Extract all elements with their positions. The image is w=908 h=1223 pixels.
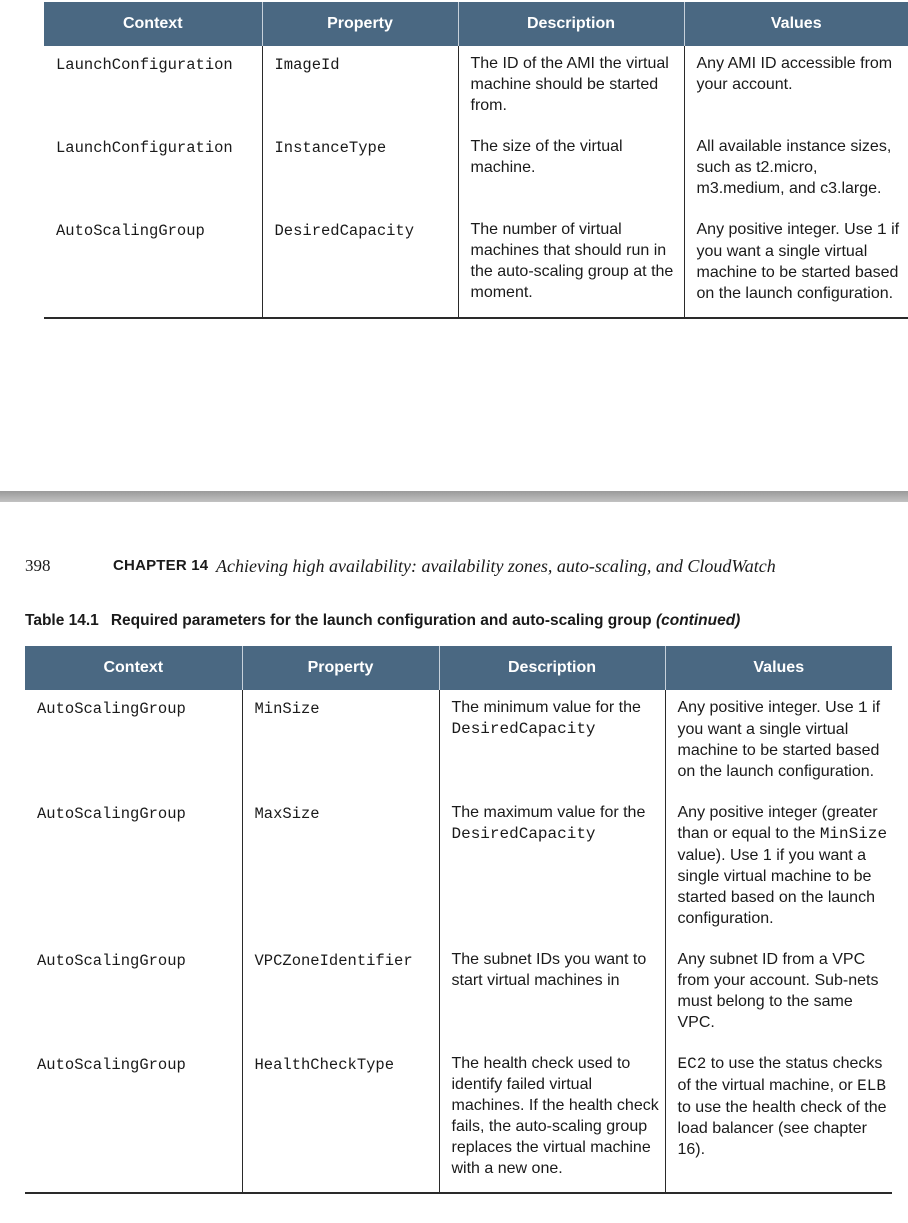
column-header-property: Property <box>242 646 439 690</box>
cell-text: The size of the virtual machine. <box>470 138 623 176</box>
property-cell: MinSize <box>242 690 439 795</box>
cell-text: Any positive integer (greater than or equal to the <box>677 804 878 842</box>
page-separator <box>0 491 908 502</box>
table-row <box>44 212 908 318</box>
values-cell <box>684 212 908 318</box>
table-row <box>25 795 892 942</box>
property-cell: DesiredCapacity <box>262 212 458 318</box>
cell-text: Any subnet ID from a VPC from your account. Sub-nets must belong to the same VPC. <box>677 951 879 1031</box>
caption-text: Required parameters for the launch configuration and auto-scaling group <box>110 612 652 629</box>
column-header-context: Context <box>25 646 242 690</box>
context-cell: LaunchConfiguration <box>56 56 233 74</box>
cell-text: if you want a single virtual machine to be started based on the launch configuration. <box>677 699 881 780</box>
column-header-property: Property <box>262 2 458 46</box>
top-table <box>44 2 908 319</box>
values-cell <box>665 795 892 942</box>
values-cell <box>684 129 908 212</box>
cell-text: The subnet IDs you want to start virtual machines in <box>451 951 647 989</box>
context-cell: AutoScalingGroup <box>37 952 186 970</box>
table-row <box>44 46 908 129</box>
cell-text: Any AMI ID accessible from your account. <box>696 55 893 93</box>
inline-code: ELB <box>857 1077 886 1095</box>
property-cell: InstanceType <box>262 129 458 212</box>
description-cell <box>458 212 684 318</box>
cell-text: The maximum value for the <box>451 804 646 821</box>
inline-code: DesiredCapacity <box>451 720 596 738</box>
context-cell: AutoScalingGroup <box>44 212 262 318</box>
cell-text: value). Use 1 if you want a single virtual machine to be started based on the launch configuration. <box>677 847 875 927</box>
values-cell <box>684 46 908 129</box>
description-cell <box>439 795 665 942</box>
column-header-values: Values <box>665 646 892 690</box>
inline-code: DesiredCapacity <box>451 825 596 843</box>
table-header-row <box>25 646 892 690</box>
inline-code: 1 <box>877 221 887 239</box>
caption-continued: (continued) <box>655 612 741 629</box>
description-cell <box>439 1046 665 1193</box>
context-cell: LaunchConfiguration <box>56 139 233 157</box>
property-cell: VPCZoneIdentifier <box>242 942 439 1046</box>
values-cell <box>665 690 892 795</box>
property-cell: ImageId <box>262 46 458 129</box>
property-cell: HealthCheckType <box>242 1046 439 1193</box>
description-cell <box>439 690 665 795</box>
description-cell <box>458 46 684 129</box>
table-row <box>25 1046 892 1193</box>
cell-text: All available instance sizes, such as t2.micro, m3.medium, and c3.large. <box>696 138 892 197</box>
column-header-values: Values <box>684 2 908 46</box>
chapter-title: Achieving high availability: availability zones, auto-scaling, and CloudWatch <box>216 556 776 576</box>
context-cell: AutoScalingGroup <box>37 805 186 823</box>
property-cell: MaxSize <box>242 795 439 942</box>
running-header <box>25 556 905 580</box>
chapter-label: CHAPTER 14 <box>113 557 209 574</box>
cell-text: if you want a single virtual machine to be started based on the launch configuration. <box>696 221 900 302</box>
page-number: 398 <box>25 556 51 575</box>
cell-text: The ID of the AMI the virtual machine should be started from. <box>470 55 669 114</box>
values-cell <box>665 1046 892 1193</box>
table-caption <box>25 612 740 630</box>
cell-text: The health check used to identify failed virtual machines. If the health check fails, the auto-scaling group replaces the virtual machine with a new one. <box>451 1055 659 1177</box>
cell-text: to use the status checks of the virtual machine, or <box>677 1055 883 1094</box>
description-cell <box>439 942 665 1046</box>
context-cell: AutoScalingGroup <box>37 700 186 718</box>
inline-code: MinSize <box>819 825 888 843</box>
table-row <box>25 690 892 795</box>
column-header-description: Description <box>439 646 665 690</box>
values-cell <box>665 942 892 1046</box>
bottom-table <box>25 646 892 1194</box>
cell-text: Any positive integer. Use <box>677 699 859 716</box>
column-header-context: Context <box>44 2 262 46</box>
description-cell <box>458 129 684 212</box>
cell-text: The number of virtual machines that should run in the auto-scaling group at the moment. <box>470 221 674 301</box>
inline-code: 1 <box>858 699 868 717</box>
context-cell: AutoScalingGroup <box>25 1046 242 1193</box>
column-header-description: Description <box>458 2 684 46</box>
table-number: Table 14.1 <box>25 612 99 629</box>
table-row <box>44 129 908 212</box>
table-header-row <box>44 2 908 46</box>
inline-code: EC2 <box>677 1055 707 1073</box>
cell-text: Any positive integer. Use <box>696 221 878 238</box>
cell-text: to use the health check of the load balancer (see chapter 16). <box>677 1099 887 1158</box>
table-row <box>25 942 892 1046</box>
cell-text: The minimum value for the <box>451 699 641 716</box>
